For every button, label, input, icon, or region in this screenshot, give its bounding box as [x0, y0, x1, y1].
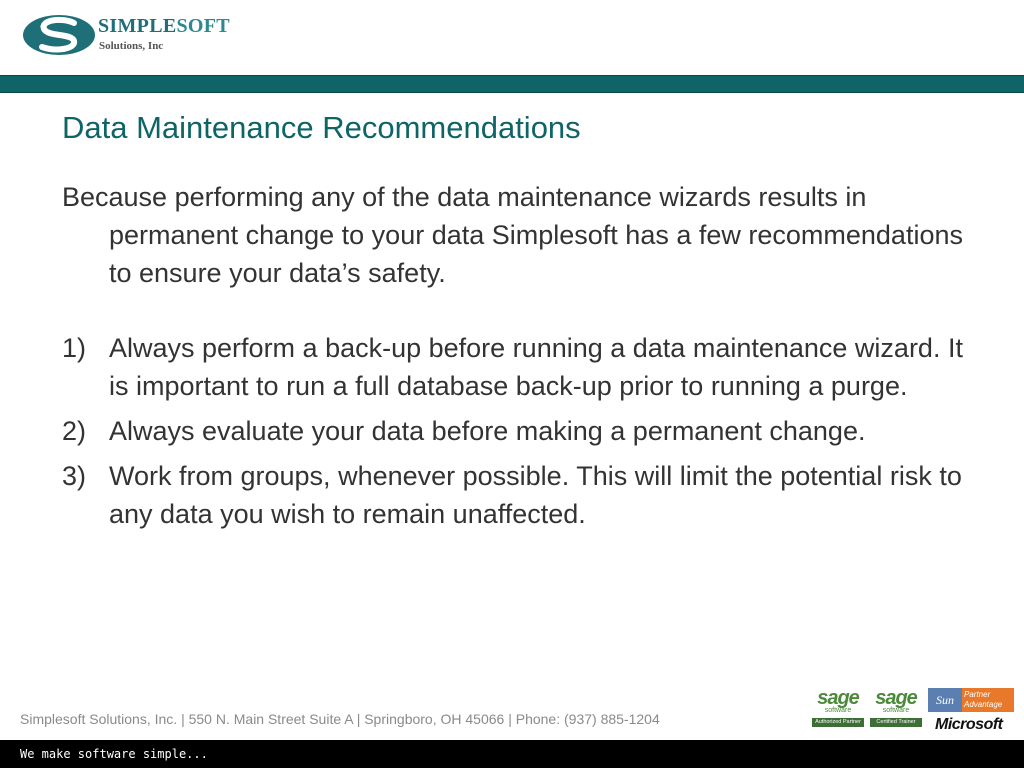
slide-title: Data Maintenance Recommendations [62, 110, 581, 145]
list-item-number: 2) [62, 416, 87, 446]
list-item-text: Work from groups, whenever possible. This will limit the potential risk to any data you wish to remain unaffected. [109, 461, 962, 529]
partner-logos [808, 686, 1018, 738]
microsoft-logo: Microsoft [935, 716, 1003, 733]
tagline: We make software simple... [20, 747, 208, 761]
slide-body [62, 178, 982, 540]
logo-wordmark [98, 15, 230, 38]
sage-authorized-partner-logo [810, 688, 866, 728]
header-band [0, 75, 1024, 93]
sun-caption-line1: Partner [964, 690, 991, 699]
list-item-text: Always evaluate your data before making a permanent change. [109, 416, 866, 446]
sage-word: sage [817, 687, 859, 709]
sage-tag: Authorized Partner [812, 718, 864, 727]
sun-partner-advantage-logo [928, 688, 1014, 712]
sage-sub: software [824, 707, 852, 714]
logo-name-first: SIMPLE [98, 15, 177, 37]
sage-word: sage [875, 687, 917, 709]
sage-tag: Certified Trainer [870, 718, 922, 727]
sun-word: Sun [928, 688, 962, 712]
sun-caption-line2: Advantage [964, 700, 1003, 709]
list-item [62, 457, 982, 533]
list-item-number: 1) [62, 333, 87, 363]
intro-paragraph: Because performing any of the data maintenance wizards results in permanent change to your data Simplesoft has a few recommendations to ensure your data’s safety. [62, 182, 963, 288]
simplesoft-s-logo-icon [22, 14, 96, 56]
list-item-text: Always perform a back-up before running a data maintenance wizard. It is important to run a full database back-up prior to running a purge. [109, 333, 963, 401]
sage-sub: software [882, 707, 910, 714]
list-item [62, 329, 982, 405]
company-logo [22, 12, 262, 60]
logo-name-second: SOFT [176, 15, 230, 37]
sun-caption [964, 690, 1012, 710]
sage-certified-trainer-logo [868, 688, 924, 728]
list-item-number: 3) [62, 461, 87, 491]
footer-bar [0, 740, 1024, 768]
footer-contact: Simplesoft Solutions, Inc. | 550 N. Main Street Suite A | Springboro, OH 45066 | Phone: (937) 885-1204 [20, 711, 660, 727]
list-item [62, 412, 982, 450]
logo-subtitle: Solutions, Inc [99, 40, 164, 52]
